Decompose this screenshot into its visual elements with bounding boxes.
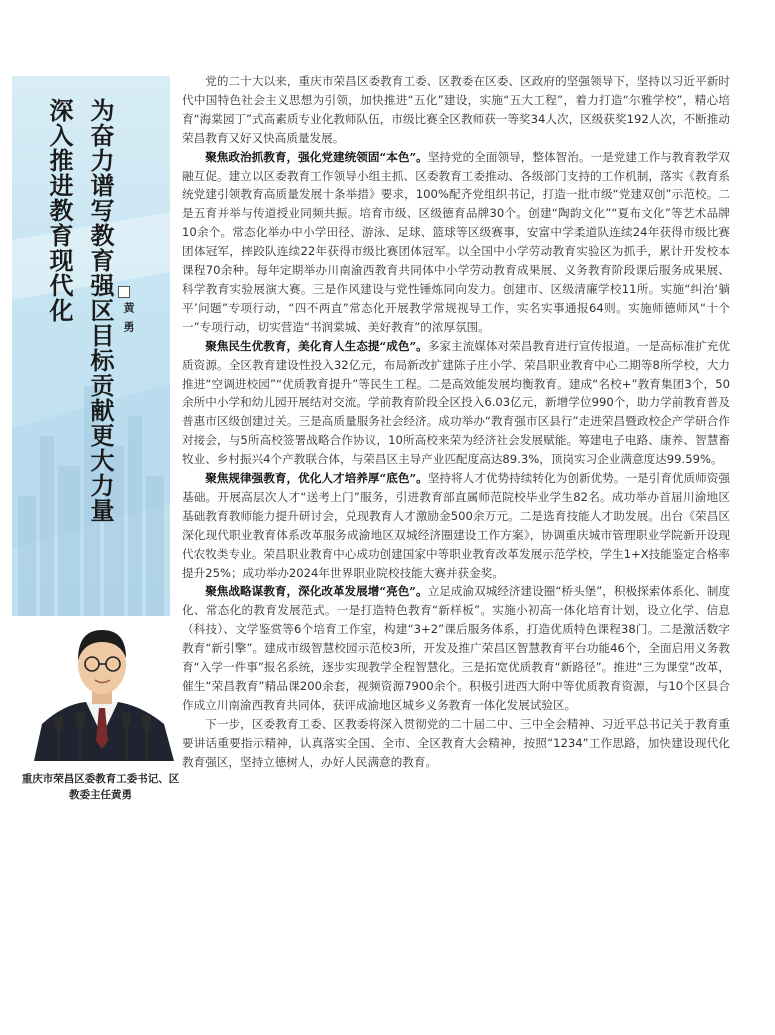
paragraph-text: 下一步，区委教育工委、区教委将深入贯彻党的二十届二中、三中全会精神、习近平总书记关于教育重要讲话重要指示精神，认真落实全国、全市、全区教育大会精神，按照“1234”工作思路，加快建设现代化教育强区，坚持立德树人，办好人民满意的教育。 [182, 716, 730, 769]
title-line-secondary: 深入推进教育现代化 [45, 98, 73, 323]
author-name: 黄勇 [122, 302, 135, 340]
title-line-main: 为奋力谱写教育强区目标贡献更大力量 [86, 98, 114, 523]
paragraph-text: 坚持将人才优势持续转化为创新优势。一是引育优质师资强基础。开展高层次人才“送考上门”服务，引进教育部直属师范院校毕业学生82名。成功举办首届川渝地区基础教育教师能力提升研讨会，兑现教育人才激励金500余万元。二是选育技能人才助发展。出台《荣昌区深化现代职业教育体系改革服务成渝地区双城经济圈建设工作方案》，协调重庆城市管理职业学院新开设现代农牧类专业。荣昌职业教育中心成功创建国家中等职业教育改革发展示范学校，学生1+X技能鉴定合格率提升25%；成功举办2024年世界职业院校技能大赛并获金奖。 [182, 471, 730, 580]
author-photo [24, 616, 179, 761]
article-title [42, 98, 118, 523]
article-paragraph [182, 337, 730, 469]
photo-caption: 重庆市荣昌区委教育工委书记、区教委主任黄勇 [21, 773, 180, 801]
article-paragraph [182, 469, 730, 582]
paragraph-text: 坚持党的全面领导，整体智治。一是党建工作与教育教学双融互促。建立以区委教育工作领导小组主抓、区委教育工委推动、各级部门支持的工作机制，落实《教育系统党建引领教育高质量发展十条举措》要求，100%配齐党组织书记，打造一批市级“党建双创”示范校。二是五育并举与传道授业同频共振。培育市级、区级德育品牌30个。创建“陶韵文化”“夏布文化”等艺术品牌10余个。常态化举办中小学田径、游泳、足球、篮球等区级赛事，安富中学柔道队连续24年获得市级比赛团体冠军，摔跤队连续22年获得市级比赛团体冠军。以全国中小学劳动教育实验区为抓手，累计开发校本课程70余种。每年定期举办川南渝西教育共同体中小学劳动教育成果展、义务教育阶段课后服务成果展、科学教育实验展演大赛。三是作风建设与党性锤炼同向发力。创建市、区级清廉学校11所。实施“纠治‘躺平’问题”专项行动，“四不两直”常态化开展教学常规视导工作，实名实事通报64则。实施师德师风“十个一”专项行动，切实营造“书润棠城、美好教育”的浓厚氛围。 [182, 149, 730, 334]
article-paragraph [182, 148, 730, 337]
article-paragraph [182, 72, 730, 148]
article-paragraph [182, 582, 730, 714]
portrait-image [24, 616, 179, 761]
paragraph-text: 党的二十大以来，重庆市荣昌区委教育工委、区教委在区委、区政府的坚强领导下，坚持以习近平新时代中国特色社会主义思想为引领，加快推进“五化”建设，实施“五大工程”，着力打造“尔雅学校”，精心培育“海棠园丁”式高素质专业化教师队伍，市级比赛全区教师获一等奖34人次，区级获奖192人次，不断推动荣昌教育又好又快高质量发展。 [182, 74, 730, 145]
paragraph-lead: 聚焦战略谋教育，深化改革发展增“亮色”。 [205, 584, 428, 599]
article-body [182, 72, 730, 772]
author-marker [118, 286, 130, 298]
paragraph-lead: 聚焦民生优教育，美化育人生态提“成色”。 [205, 338, 428, 353]
paragraph-text: 多家主流媒体对荣昌教育进行宣传报道。一是高标准扩充优质资源。全区教育建设性投入32亿元，布局新改扩建陈子庄小学、荣昌职业教育中心二期等8所学校，大力推进“空调进校园”“优质教育提升”等民生工程。二是高效能发展均衡教育。建成“名校+”教育集团3个，50余所中小学和幼儿园开展结对交流。学前教育阶段全区投入6.03亿元，新增学位990个，助力学前教育普及普惠市区级创建过关。三是高质量服务社会经济。成功举办“教育强市区县行”走进荣昌暨政校企产学研合作对接会，与5所高校签署战略合作协议，10所高校来荣为经济社会发展赋能。筹建电子电路、康养、智慧畜牧业、乡村振兴4个产教联合体，与荣昌区主导产业匹配度高达89.3%，顶岗实习企业满意度达99.59%。 [182, 338, 730, 467]
paragraph-lead: 聚焦政治抓教育，强化党建统领固“本色”。 [205, 149, 428, 164]
paragraph-text: 立足成渝双城经济建设圈“桥头堡”，积极探索体系化、制度化、常态化的教育发展范式。一是打造特色教育“新样板”。实施小初高一体化培育计划，设立化学、信息（科技）、文学鉴赏等6个培育工作室，构建“3+2”课后服务体系，打造优质特色课程38门。二是激活数字教育“新引擎”。建成市级智慧校园示范校3所，开发及推广荣昌区智慧教育平台功能46个，全面启用义务教育“入学一件事”报名系统，逐步实现教学全程智慧化。三是拓宽优质教育“新路径”。推进“三为课堂”改革，催生“荣昌教育”精品课200余套，视频资源7900余个。积极引进西大附中等优质教育资源，与10个区县合作成立川南渝西教育共同体，获评成渝地区城乡义务教育一体化发展试验区。 [182, 584, 731, 712]
paragraph-lead: 聚焦规律强教育，优化人才培养厚“底色”。 [205, 471, 428, 486]
article-paragraph [182, 715, 730, 772]
